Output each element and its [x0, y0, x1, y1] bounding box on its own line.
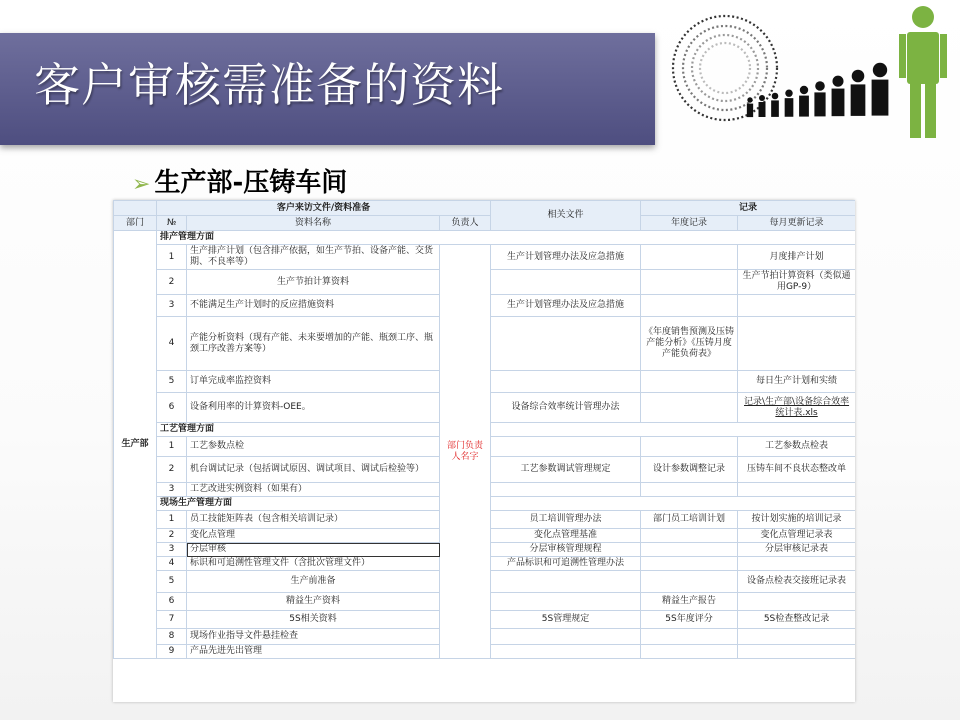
row-monthly: 压铸车间不良状态整改单 [738, 457, 855, 483]
row-no: 3 [157, 483, 187, 497]
row-monthly [738, 295, 855, 317]
row-annual [641, 645, 738, 659]
row-annual [641, 571, 738, 593]
row-name: 生产排产计划（包含排产依据，如生产节拍、设备产能、交货期、不良率等） [187, 245, 440, 270]
row-related [491, 571, 641, 593]
row-name: 工艺参数点检 [187, 437, 440, 457]
row-no: 2 [157, 270, 187, 295]
row-no: 9 [157, 645, 187, 659]
row-annual: 部门员工培训计划 [641, 511, 738, 529]
row-name: 生产前准备 [187, 571, 440, 593]
row-related: 分层审核管理规程 [491, 543, 641, 557]
row-monthly: 变化点管理记录表 [738, 529, 855, 543]
dept-cell: 生产部 [114, 231, 157, 659]
row-monthly [738, 593, 855, 611]
row-no: 6 [157, 593, 187, 611]
row-related [491, 483, 641, 497]
category-row [114, 231, 856, 245]
materials-grid [113, 200, 855, 659]
row-no: 7 [157, 611, 187, 629]
row-name: 分层审核 [187, 543, 440, 557]
row-related [491, 645, 641, 659]
arrow-bullet-icon: ➢ [132, 172, 151, 197]
row-no: 4 [157, 317, 187, 371]
row-related [491, 593, 641, 611]
section-heading-text: 生产部-压铸车间 [154, 168, 348, 198]
row-annual: 《年度销售预测及压铸产能分析》《压铸月度产能负荷表》 [641, 317, 738, 371]
row-related [491, 270, 641, 295]
row-name: 变化点管理 [187, 529, 440, 543]
row-name: 生产节拍计算资料 [187, 270, 440, 295]
row-name: 标识和可追溯性管理文件（含批次管理文件） [187, 557, 440, 571]
row-name: 员工技能矩阵表（包含相关培训记录） [187, 511, 440, 529]
row-annual [641, 270, 738, 295]
table-row [114, 245, 856, 270]
row-no: 1 [157, 437, 187, 457]
header-row-2 [114, 216, 856, 231]
category-title: 现场生产管理方面 [157, 497, 440, 511]
header-no: № [157, 216, 187, 231]
row-monthly [738, 557, 855, 571]
row-monthly: 记录\生产部\设备综合效率统计表.xls [738, 393, 855, 423]
category-filler [491, 423, 855, 437]
row-no: 2 [157, 457, 187, 483]
row-no: 6 [157, 393, 187, 423]
row-annual: 设计参数调整记录 [641, 457, 738, 483]
row-name: 工艺改进实例资料（如果有） [187, 483, 440, 497]
row-related: 工艺参数调试管理规定 [491, 457, 641, 483]
row-related [491, 317, 641, 371]
row-related: 生产计划管理办法及应急措施 [491, 245, 641, 270]
row-related: 设备综合效率统计管理办法 [491, 393, 641, 423]
category-filler [491, 497, 855, 511]
row-annual: 5S年度评分 [641, 611, 738, 629]
header-monthly: 每月更新记录 [738, 216, 855, 231]
category-title: 排产管理方面 [157, 231, 856, 245]
row-monthly: 每日生产计划和实绩 [738, 371, 855, 393]
row-name: 精益生产资料 [187, 593, 440, 611]
header-annual: 年度记录 [641, 216, 738, 231]
title-banner [0, 33, 655, 145]
header-blank [114, 201, 157, 216]
header-records: 记录 [641, 201, 855, 216]
row-no: 5 [157, 571, 187, 593]
header-dept: 部门 [114, 216, 157, 231]
row-no: 3 [157, 295, 187, 317]
header-group-main: 客户来访文件/资料准备 [157, 201, 491, 216]
row-name: 5S相关资料 [187, 611, 440, 629]
row-related: 5S管理规定 [491, 611, 641, 629]
row-related: 变化点管理基准 [491, 529, 641, 543]
row-monthly [738, 629, 855, 645]
row-related: 生产计划管理办法及应急措施 [491, 295, 641, 317]
row-related [491, 437, 641, 457]
row-related: 产品标识和可追溯性管理办法 [491, 557, 641, 571]
row-monthly: 按计划实施的培训记录 [738, 511, 855, 529]
row-monthly [738, 645, 855, 659]
row-annual [641, 371, 738, 393]
row-name: 产品先进先出管理 [187, 645, 440, 659]
header-related: 相关文件 [491, 201, 641, 231]
row-annual: 精益生产报告 [641, 593, 738, 611]
row-annual [641, 483, 738, 497]
row-annual [641, 295, 738, 317]
row-name: 设备利用率的计算资料-OEE。 [187, 393, 440, 423]
audit-materials-table [113, 200, 855, 702]
row-monthly: 生产节拍计算资料（类似通用GP-9） [738, 270, 855, 295]
row-annual [641, 437, 738, 457]
row-no: 4 [157, 557, 187, 571]
row-monthly [738, 317, 855, 371]
people-growth-logo-icon [660, 0, 960, 150]
header-row-1 [114, 201, 856, 216]
category-title: 工艺管理方面 [157, 423, 440, 437]
row-annual [641, 245, 738, 270]
slide-title: 客户审核需准备的资料 [34, 58, 504, 112]
row-monthly: 月度排产计划 [738, 245, 855, 270]
row-monthly: 工艺参数点检表 [738, 437, 855, 457]
row-monthly: 5S检查整改记录 [738, 611, 855, 629]
row-related [491, 629, 641, 645]
row-annual [641, 629, 738, 645]
header-owner: 负责人 [440, 216, 491, 231]
row-monthly: 设备点检表交接班记录表 [738, 571, 855, 593]
row-monthly: 分层审核记录表 [738, 543, 855, 557]
section-heading [132, 162, 347, 199]
row-annual [641, 529, 738, 543]
row-no: 2 [157, 529, 187, 543]
owner-cell: 部门负责人名字 [440, 245, 491, 659]
row-name: 不能满足生产计划时的反应措施资料 [187, 295, 440, 317]
header-name: 资料名称 [187, 216, 440, 231]
row-related: 员工培训管理办法 [491, 511, 641, 529]
row-annual [641, 393, 738, 423]
row-no: 5 [157, 371, 187, 393]
row-name: 机台调试记录（包括调试原因、调试项目、调试后检验等） [187, 457, 440, 483]
row-name: 产能分析资料（现有产能、未来要增加的产能、瓶颈工序、瓶颈工序改善方案等） [187, 317, 440, 371]
row-no: 1 [157, 245, 187, 270]
row-name: 订单完成率监控资料 [187, 371, 440, 393]
row-monthly [738, 483, 855, 497]
row-annual [641, 543, 738, 557]
row-related [491, 371, 641, 393]
row-annual [641, 557, 738, 571]
row-no: 3 [157, 543, 187, 557]
row-no: 8 [157, 629, 187, 645]
row-no: 1 [157, 511, 187, 529]
row-name: 现场作业指导文件悬挂检查 [187, 629, 440, 645]
